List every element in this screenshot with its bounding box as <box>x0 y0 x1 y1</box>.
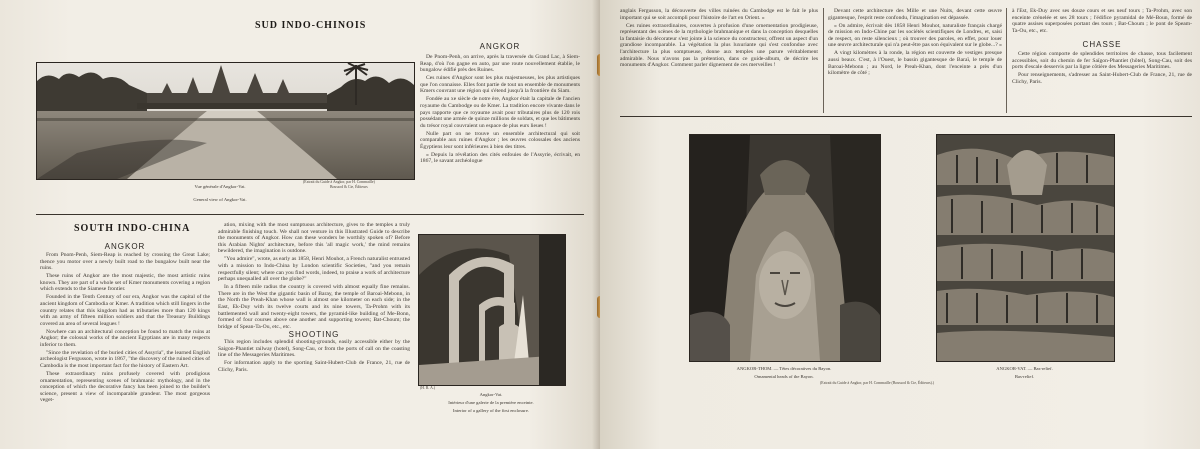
bayon-illustration <box>690 135 880 361</box>
fr-paragraph: Pour renseignements, s'adresser au Saint-Hubert-Club de France, 21, rue de Clichy, Paris. <box>1012 72 1192 85</box>
gallery-credit: (H. R. A.) <box>420 386 436 390</box>
en-paragraph: This region includes splendid shooting-grounds, easily accessible either by the Saigon-Phantiet railway (hotel), Song-Cau, or from the ports of call on the coasting line of the Messageries Maritimes. <box>218 339 410 359</box>
right-page <box>600 0 1200 449</box>
fr-paragraph: à l'Est, Ek-Duy avec ses douze cours et ses neuf tours ; Ta-Prohm, avec son enceinte crénelée et ses 28 tours ; l'édifice pyramidal de Mé-Boun, formé de quatre assises superposées portant des tours ; Bat-Choum ; le pont de Speam-Ta-Ou, etc., etc. <box>1012 8 1192 34</box>
page-title-french: SUD INDO-CHINOIS <box>255 20 367 31</box>
gallery-caption-3: Interior of a gallery of the first enclosure. <box>452 408 530 413</box>
en-paragraph: Founded in the Tenth Century of our era, Angkor was the capital of the ancient kingdom of Cambodia or Kmer. A tradition which still lingers in the country relates that this kingdom had as tributaries more than 120 kings with an army of fifteen million soldiers and that the Treasury Buildings covered an area of several leagues ! <box>40 294 210 327</box>
fr-paragraph: Ces ruines d'Angkor sont les plus majestueuses, les plus artistiques que l'on connaisse. Elles font partie de tout un ensemble de monuments Kmers couvrant une région qui s'étend jusqu'à la frontière du Siam. <box>420 75 580 95</box>
section-divider <box>36 214 584 215</box>
gallery-caption-2: Intérieur d'une galerie de la première enceinte. <box>448 400 534 405</box>
gallery-interior-photo <box>418 234 566 386</box>
en-paragraph: In a fifteen mile radius the country is covered with almost equally fine remains. There are in the West the gigantic basin of Baray, the temple of Baroai-Mebonn, in the North the Preah-Khan whose wall is almost one kilometer on each side; in the East, Ek-Duy with its twelve courts and its nine towers, Ta-Prohm with its battlemented wall and twenty-eight towers, the pyramid-like building of Me-Bonn, formed of four courses above one another and supporting towers; Bat-Choum; the bridge of Spean-Ta-Ou, etc., etc. <box>218 284 410 330</box>
en-paragraph: ation, mixing with the most sumptuous architecture, gives to the temples a truly admirable finishing touch. We shall not venture in this Illustrated Guide to describe the monuments of Angkor. How can these wonders be worthily spoken of? Before this Arabian Nights' architecture, before this 'all magic work,' the mind remains bewildered, the imagination is outdone. <box>218 222 410 255</box>
top-photo-credit-2: Boussod & Cie, Éditeurs <box>330 185 368 189</box>
fr-paragraph: Devant cette architecture des Mille et une Nuits, devant cette œuvre gigantesque, l'esprit reste confondu, l'imagination est dépassée. <box>828 8 1002 21</box>
fr-section-heading: ANGKOR <box>479 42 521 51</box>
relief-caption-2: Bas-relief. <box>1014 374 1035 379</box>
en-paragraph: "You admire", wrote, as early as 1858, Henri Mouhot, a French naturalist entrusted with a mission to Indo-China by London scientific Societies, "and you remain respectfully silent; where can you find words, indeed, to praise a work of architecture perhaps unequalled all over the globe?" <box>218 256 410 283</box>
en-text-column-1 <box>40 252 210 444</box>
chasse-heading: CHASSE <box>1082 40 1122 49</box>
fr-paragraph: De Pnom-Penh, on arrive, après la traversée du Grand Lac, à Siem-Reap, d'où l'on gagne en auto, par une route nouvellement établie, le bungalow édifié près des Ruines. <box>420 54 580 74</box>
en-paragraph: These extraordinary ruins profusely covered with prodigious ornamentation, representing scenes of brahmanic mythology, and in the conception of which the decorative fancy has been joined to the builder's science, present a view of incomparable grandeur. The most gorgeous veget- <box>40 371 210 404</box>
gallery-caption-1: Angkor-Vat. <box>479 392 503 397</box>
top-photo-caption-en: General view of Angkor-Vat. <box>193 197 247 202</box>
fr-paragraph: Cette région comporte de splendides territoires de chasse, tous facilement accessibles, soit du chemin de fer Saïgon-Phantiet (hôtel), Song-Cau, soit des ports d'escale desservis par la ligne côtière des Messageries Maritimes. <box>1012 51 1192 71</box>
gallery-illustration <box>419 235 565 385</box>
fr-right-column-2 <box>828 8 1002 113</box>
bas-relief-illustration <box>937 135 1114 361</box>
top-photo-caption-fr: Vue générale d'Angkor-Vat. <box>194 184 246 189</box>
fr-paragraph: « Depuis la révélation des cités enfouies de l'Assyrie, écrivait, en 1867, le savant archéologue <box>420 151 580 165</box>
relief-caption-1: ANGKOR-VAT. — Bas-relief. <box>996 366 1053 371</box>
en-paragraph: "Since the revelation of the buried cities of Assyria", the learned English archeologist Fergusson, wrote in 1867, "the discovery of the ruined cities of Cambodia is the most important fact for the history of Eastern Art. <box>40 349 210 370</box>
en-paragraph: From Pnom-Penh, Siem-Reap is reached by crossing the Great Lake; thence you motor over a newly built road to the bungalow built near the ruins. <box>40 252 210 272</box>
column-rule <box>1006 8 1007 113</box>
fr-paragraph: « On admire, écrivait dès 1858 Henri Mouhot, naturaliste français chargé de mission en Indo-Chine par les sociétés scientifiques de Londres, et, saisi de respect, on reste silencieux ; où trouver des paroles, en effet, pour louer une œuvre architecturale qui n'a peut-être pas son équivalent sur le globe...? » <box>828 22 1002 49</box>
en-paragraph: Nowhere can an architectural conception be found to match the ruins at Angkor; the colossal works of the ancient Egyptians are in many respects inferior to them. <box>40 328 210 348</box>
column-rule <box>823 8 824 113</box>
fr-paragraph: Nulle part on ne trouve un ensemble architectural qui soit comparable aux ruines d'Angkor ; les œuvres colossales des anciens Égyptiens leur sont inférieures à bien des titres. <box>420 130 580 150</box>
page-title-english: SOUTH INDO-CHINA <box>74 223 191 234</box>
shooting-heading: SHOOTING <box>288 329 340 339</box>
bayon-credit: (Extrait du Guide à Angkor, par H. Commaille (Boussod & Cie, Éditeurs).) <box>820 381 935 385</box>
en-paragraph: These ruins of Angkor are the most majestic, the most artistic ruins known. They are part of a whole set of Kmer monuments covering a region which extends to the Siamese frontier. <box>40 273 210 293</box>
fr-paragraph: anglais Fergusson, la découverte des villes ruinées du Cambodge est le fait le plus important qui se soit accompli pour l'histoire de l'art en Orient. » <box>620 8 818 21</box>
bas-relief-photo <box>936 134 1115 362</box>
angkor-vat-general-view-photo <box>36 62 415 180</box>
fr-paragraph: Ces ruines extraordinaires, couvertes à profusion d'une ornementation prodigieuse, représentant des scènes de la mythologie brahmanique et dans la conception desquelles la fantaisie du décorateur s'est jointe à la science du constructeur, offrent un aspect d'un grandiose incomparable. La végétation la plus luxuriante qui s'est confondue avec l'architecture la plus somptueuse, donne aux temples une parure véritablement admirable. Nous n'avons pas la prétention, dans ce guide-album, de décrire les monuments d'Angkor. Comment parler dignement de ces merveilles ! <box>620 22 818 69</box>
en-text-column-2 <box>218 222 410 444</box>
en-paragraph: For information apply to the sporting Saint-Hubert-Club de France, 21, rue de Clichy, Paris. <box>218 360 410 374</box>
bayon-caption-2: Ornamental heads of the Bayon. <box>754 374 814 379</box>
fr-paragraph: A vingt kilomètres à la ronde, la région est couverte de vestiges presque aussi beaux. C'est, à l'Ouest, le bassin gigantesque de Baraï, le temple de Baroai-Mebonn ; au Nord, le Preah-Khan, dont l'enceinte a près d'un kilomètre de côté ; <box>828 50 1002 77</box>
chasse-column <box>1012 51 1192 113</box>
en-section-heading: ANGKOR <box>104 242 146 251</box>
bayon-heads-photo <box>689 134 881 362</box>
fr-paragraph: Fondée au xe siècle de notre ère, Angkor était la capitale de l'ancien royaume du Cambodge ou de Kmer. La tradition encore vivante dans le pays rapporte que ce royaume avait pour tributaires plus de 120 rois possédant une armée de quinze millions de soldats, et que les bâtiments du trésor royal couvraient un espace de plus eurs lieues ! <box>420 96 580 129</box>
fr-text-column <box>420 54 580 214</box>
bayon-caption-1: ANGKOR-THOM. — Têtes décoratives du Bayon. <box>736 366 832 371</box>
top-photo-credit-1: (Extrait du Guide à Angkor, par H. Commaille) <box>303 180 375 184</box>
fr-right-column-1 <box>620 8 818 113</box>
section-divider <box>620 116 1192 117</box>
angkor-vat-illustration <box>37 63 414 179</box>
fr-right-column-3 <box>1012 8 1192 38</box>
